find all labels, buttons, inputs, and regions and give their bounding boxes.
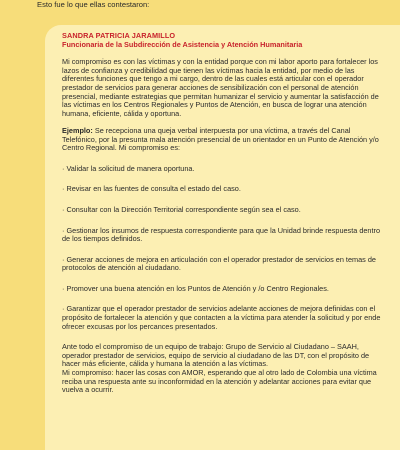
example-text: Se recepciona una queja verbal interpuesta por una víctima, a través del Canal Telefónico, por la presunta mala atención presencial de un orientador en un Punto de Atención y/o Centro Regional. Mi compromiso es:: [62, 125, 379, 153]
closing-commitment: Mi compromiso: hacer las cosas con AMOR, esperando que al otro lado de Colombia una víctima reciba una respuesta ante su inconformidad en la atención y adelantar acciones para evitar que vuelva a ocurrir.: [62, 368, 377, 395]
commitment-paragraph: Mi compromiso es con las víctimas y con la entidad porque con mi labor aporto para fortalecer los lazos de confianza y credibilidad que tienen las víctimas hacia la entidad, por medio de las diferentes funciones que tengo a mi cargo, dentro de las cuales está articular con el operador prestador de servicios para generar acciones de sensibilización con el personal de atención presencial, mediante estrategias que permitan humanizar el servicio y aumentar la satisfacción de las víctimas en los Centros Regionales y Puntos de Atención, en busca de lograr una atención humana, eficiente, cálida y oportuna.: [62, 57, 379, 118]
example-label: Ejemplo:: [62, 125, 93, 135]
bullet-item: · Consultar con la Dirección Territorial correspondiente según sea el caso.: [62, 204, 301, 214]
bullet-item: · Revisar en las fuentes de consulta el estado del caso.: [62, 184, 241, 194]
person-role: Funcionaria de la Subdirección de Asistencia y Atención Humanitaria: [62, 39, 303, 49]
testimony-card: [45, 25, 400, 450]
bullet-item: · Generar acciones de mejora en articulación con el operador prestador de servicios en temas de protocolos de atención al ciudadano.: [62, 254, 376, 273]
example-paragraph: [62, 127, 384, 153]
bullet-item: · Promover una buena atención en los Puntos de Atención y /o Centro Regionales.: [62, 283, 329, 293]
closing-paragraph: Ante todo el compromiso de un equipo de trabajo: Grupo de Servicio al Ciudadano – SAAH, operador prestador de servicios, equipo de servicio al ciudadano de las DT, con el propósito de hacer más eficiente, cálida y humana la atención a las víctimas.: [62, 342, 370, 369]
intro-text: Esto fue lo que ellas contestaron:: [37, 0, 150, 9]
person-name: SANDRA PATRICIA JARAMILLO: [62, 31, 176, 40]
bullet-item: · Gestionar los insumos de respuesta correspondiente para que la Unidad brinde respuesta dentro de los tiempos definidos.: [62, 225, 381, 244]
bullet-item: · Validar la solicitud de manera oportuna.: [62, 163, 195, 173]
bullet-item: · Garantizar que el operador prestador de servicios adelante acciones de mejora definidas con el propósito de fortalecer la atención y que contacten a la víctima para atender la solicitud y por ende ofrecer excusas por los percances presentados.: [62, 304, 381, 331]
